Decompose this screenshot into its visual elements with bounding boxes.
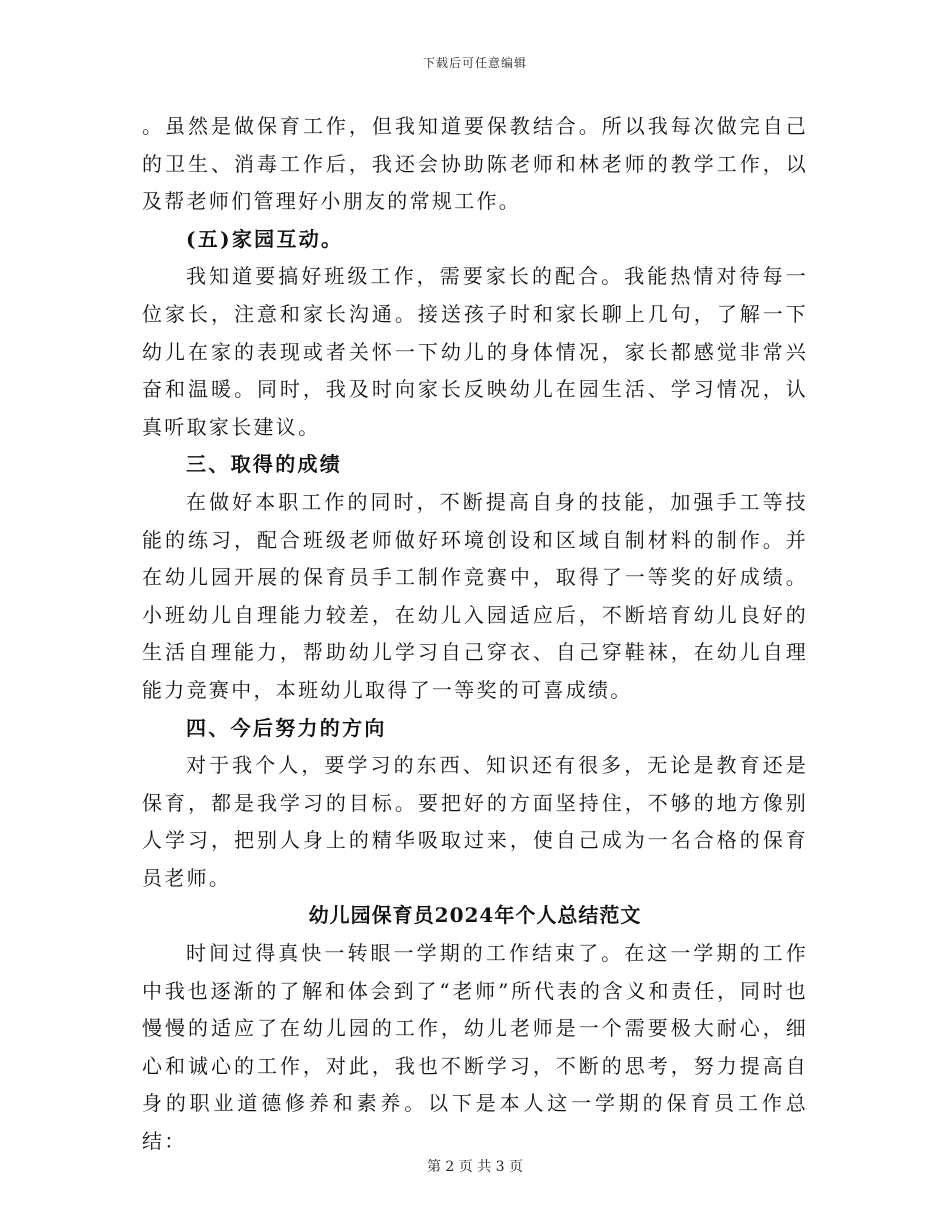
paragraph-achievements: 在做好本职工作的同时，不断提高自身的技能，加强手工等技能的练习，配合班级老师做好环境创设和区域自制材料的制作。并在幼儿园开展的保育员手工制作竞赛中，取得了一等奖的好成绩。小班幼儿自理能力较差，在幼儿入园适应后，不断培育幼儿良好的生活自理能力，帮助幼儿学习自己穿衣、自己穿鞋袜，在幼儿自理能力竞赛中，本班幼儿取得了一等奖的可喜成绩。 bbox=[142, 489, 808, 702]
page-header: 下载后可任意编辑 bbox=[422, 56, 527, 70]
paragraph-continuation: 。虽然是做保育工作，但我知道要保教结合。所以我每次做完自己的卫生、消毒工作后，我还会协助陈老师和林老师的教学工作，以及帮老师们管理好小朋友的常规工作。 bbox=[142, 114, 808, 214]
paragraph-future: 对于我个人，要学习的东西、知识还有很多，无论是教育还是保育，都是我学习的目标。要把好的方面坚持住，不够的地方像别人学习，把别人身上的精华吸取过来，使自己成为一名合格的保育员老师。 bbox=[142, 753, 808, 890]
paragraph-home-school: 我知道要搞好班级工作，需要家长的配合。我能热情对待每一位家长，注意和家长沟通。接送孩子时和家长聊上几句，了解一下幼儿在家的表现或者关怀一下幼儿的身体情况，家长都感觉非常兴奋和温暖。同时，我及时向家长反映幼儿在园生活、学习情况，认真听取家长建议。 bbox=[142, 264, 808, 439]
section-heading-achievements: 三、取得的成绩 bbox=[186, 452, 343, 477]
section-heading-home-school: (五)家园互动。 bbox=[186, 226, 344, 251]
article-title: 幼儿园保育员2024年个人总结范文 bbox=[308, 903, 642, 928]
paragraph-intro: 时间过得真快一转眼一学期的工作结束了。在这一学期的工作中我也逐渐的了解和体会到了“老师”所代表的含义和责任，同时也慢慢的适应了在幼儿园的工作，幼儿老师是一个需要极大耐心，细心和诚心的工作，对此，我也不断学习，不断的思考，努力提高自身的职业道德修养和素养。以下是本人这一学期的保育员工作总结： bbox=[142, 941, 808, 1154]
page-number: 第 2 页 共 3 页 bbox=[426, 1159, 524, 1175]
section-heading-future: 四、今后努力的方向 bbox=[186, 715, 387, 740]
document-body bbox=[142, 108, 808, 1161]
